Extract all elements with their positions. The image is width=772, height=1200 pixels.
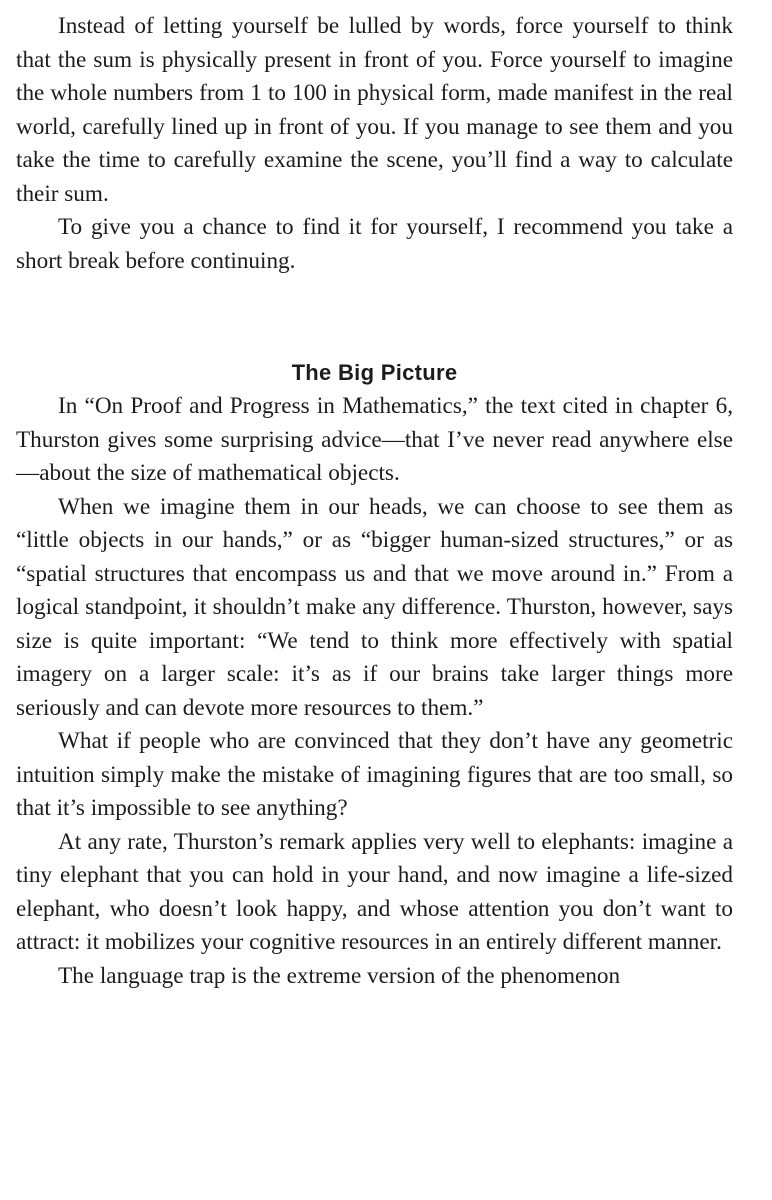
paragraph-geometric-intuition: What if people who are convinced that they don’t have any geometric intuition simply make the mistake of imagining figures that are too small, so that it’s impossible to see anything? — [16, 728, 733, 821]
section-heading: The Big Picture — [291, 360, 458, 385]
paragraph-thurston-advice: In “On Proof and Progress in Mathematics,” the text cited in chapter 6, Thurston gives some surprising advice—that I’ve never read anywhere else—about the size of mathematical objects. — [16, 393, 733, 486]
paragraph-take-break: To give you a chance to find it for yourself, I recommend you take a short break before continuing. — [16, 214, 733, 274]
paragraph-object-size: When we imagine them in our heads, we can choose to see them as “little objects in our hands,” or as “bigger human-sized structures,” or as “spatial structures that encompass us and that we move around in.” From a logical standpoint, it shouldn’t make any difference. Thurston, however, says size is quite important: “We tend to think more effectively with spatial imagery on a larger scale: it’s as if our brains take larger things more seriously and can devote more resources to them.” — [16, 493, 733, 721]
paragraph-elephants: At any rate, Thurston’s remark applies very well to elephants: imagine a tiny elephant that you can hold in your hand, and now imagine a life-sized elephant, who doesn’t look happy, and whose attention you don’t want to attract: it mobilizes your cognitive resources in an entirely different manner. — [16, 828, 733, 955]
paragraph-language-trap: The language trap is the extreme version of the phenomenon — [58, 962, 621, 989]
paragraph-sum-visualization: Instead of letting yourself be lulled by words, force yourself to think that the sum is physically present in front of you. Force yourself to imagine the whole numbers from 1 to 100 in physical form, made manifest in the real world, carefully lined up in front of you. If you manage to see them and you take the time to carefully examine the scene, you’ll find a way to calculate their sum. — [16, 13, 733, 207]
book-page — [16, 10, 733, 993]
